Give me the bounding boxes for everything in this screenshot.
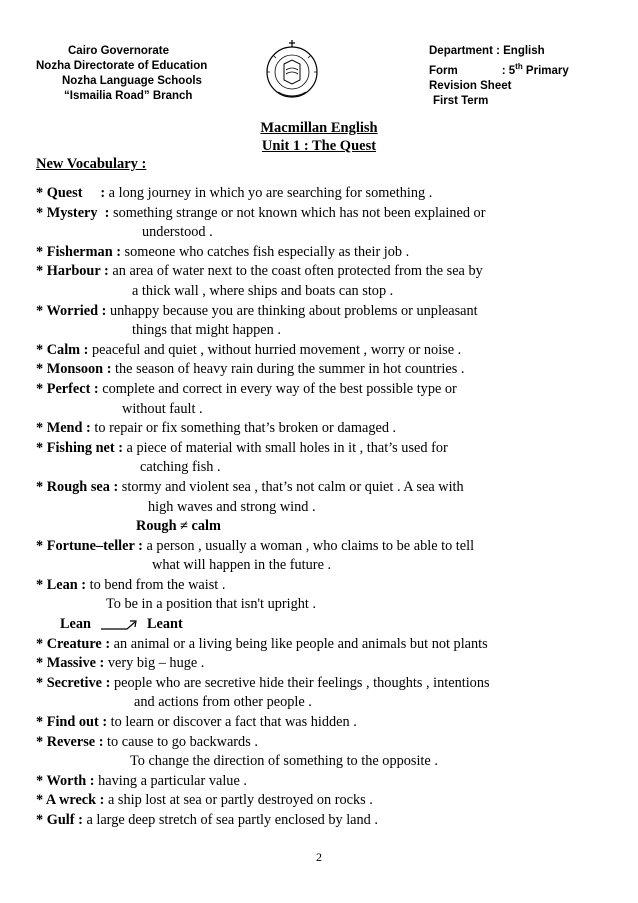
vocab-term: * Worried : — [36, 302, 107, 319]
vocab-term: * Fisherman : — [36, 243, 121, 260]
vocab-entry — [36, 635, 626, 655]
verb-past: Leant — [146, 616, 183, 633]
vocab-term: * Find out : — [36, 714, 108, 731]
vocab-entry — [36, 302, 626, 322]
vocab-continuation: things that might happen . — [132, 322, 281, 339]
verb-form-note — [36, 615, 626, 635]
vocab-continuation: and actions from other people . — [134, 694, 312, 711]
vocab-definition: someone who catches fish especially as their job . — [120, 243, 410, 260]
verb-base: Lean — [60, 616, 91, 633]
vocab-continuation: understood . — [142, 224, 213, 241]
vocab-term: * Perfect : — [36, 380, 99, 397]
header-directorate: Nozha Directorate of Education — [36, 60, 208, 72]
antonym-note: Rough ≠ calm — [136, 518, 221, 535]
header-form — [429, 59, 569, 79]
vocab-entry — [36, 576, 626, 596]
vocab-term: * Fortune–teller : — [36, 537, 143, 554]
vocab-definition: to cause to go backwards . — [103, 733, 258, 750]
vocab-entry — [36, 341, 626, 361]
vocab-continuation: To be in a position that isn't upright . — [106, 596, 317, 613]
book-title: Macmillan English — [260, 120, 378, 136]
header-term: First Term — [433, 94, 489, 107]
vocab-definition: the season of heavy rain during the summer in hot countries . — [111, 361, 465, 378]
vocab-entry — [36, 713, 626, 733]
header-left — [36, 44, 207, 104]
vocab-definition: an area of water next to the coast often protected from the sea by — [108, 263, 483, 280]
vocab-definition: having a particular value . — [94, 772, 247, 789]
vocab-continuation: a thick wall , where ships and boats can stop . — [132, 282, 394, 299]
vocab-entry — [36, 419, 626, 439]
vocab-term: * Calm : — [36, 341, 89, 358]
vocab-entry — [36, 733, 626, 753]
vocab-term: * Rough sea : — [36, 478, 119, 495]
header-sheet: Revision Sheet — [429, 79, 512, 92]
vocab-definition: a piece of material with small holes in it , that’s used for — [122, 439, 448, 456]
vocab-entry — [36, 360, 626, 380]
vocab-entry — [36, 811, 626, 831]
section-heading: New Vocabulary : — [36, 156, 147, 172]
vocab-entry — [36, 674, 626, 694]
vocab-term: * Creature : — [36, 635, 111, 652]
arrow-right-icon — [99, 618, 139, 632]
vocab-definition: to bend from the waist . — [86, 576, 226, 593]
form-suffix: Primary — [522, 64, 569, 77]
vocab-term: * Fishing net : — [36, 439, 123, 456]
vocab-term: * Quest : — [36, 185, 106, 201]
vocab-definition: something strange or not known which has not been explained or — [109, 204, 486, 221]
school-crest-icon — [262, 36, 322, 106]
header-governorate: Cairo Governorate — [68, 45, 169, 57]
vocabulary-list — [36, 184, 626, 831]
vocab-term: * Massive : — [36, 655, 105, 672]
vocab-term: * Harbour : — [36, 263, 109, 280]
vocab-definition: peaceful and quiet , without hurried movement , worry or noise . — [88, 341, 462, 358]
vocab-term: * Secretive : — [36, 674, 111, 691]
vocab-continuation: what will happen in the future . — [152, 557, 332, 574]
vocab-continuation: To change the direction of something to the opposite . — [130, 753, 438, 770]
vocab-definition: a person , usually a woman , who claims to be able to tell — [142, 537, 475, 554]
vocab-entry — [36, 204, 626, 224]
header-department: Department : English — [429, 45, 545, 57]
vocab-entry — [36, 537, 626, 557]
header-branch: “Ismailia Road” Branch — [64, 90, 193, 102]
vocab-entry — [36, 243, 626, 263]
vocab-definition: people who are secretive hide their feelings , thoughts , intentions — [110, 674, 490, 691]
form-label: Form — [429, 64, 458, 77]
vocab-entry — [36, 654, 626, 674]
header-school: Nozha Language Schools — [62, 75, 202, 87]
vocab-definition: a ship lost at sea or partly destroyed on rocks . — [104, 792, 373, 809]
header-right — [429, 44, 569, 109]
vocab-entry — [36, 184, 626, 204]
vocab-definition: to repair or fix something that’s broken or damaged . — [90, 420, 397, 437]
vocab-term: * A wreck : — [36, 792, 105, 809]
vocab-definition: complete and correct in every way of the best possible type or — [98, 380, 457, 397]
vocab-term: * Reverse : — [36, 733, 104, 750]
vocab-entry — [36, 380, 626, 400]
form-value: : 5 — [501, 64, 516, 77]
unit-title: Unit 1 : The Quest — [261, 138, 377, 154]
vocab-entry — [36, 262, 626, 282]
vocab-continuation: high waves and strong wind . — [148, 498, 316, 515]
vocab-entry — [36, 439, 626, 459]
vocab-term: * Lean : — [36, 576, 87, 593]
vocab-definition: an animal or a living being like people and animals but not plants — [110, 635, 488, 652]
vocab-term: * Monsoon : — [36, 361, 112, 378]
vocab-entry — [36, 791, 626, 811]
vocab-definition: to learn or discover a fact that was hidden . — [107, 714, 357, 731]
vocab-continuation: catching fish . — [140, 459, 221, 476]
vocab-definition: stormy and violent sea , that’s not calm or quiet . A sea with — [118, 478, 464, 495]
vocab-term: * Worth : — [36, 772, 95, 789]
vocab-definition: very big – huge . — [104, 655, 205, 672]
vocab-entry — [36, 772, 626, 792]
vocab-entry — [36, 478, 626, 498]
form-sup: th — [515, 62, 523, 71]
vocab-definition: a large deep stretch of sea partly enclosed by land . — [82, 812, 378, 828]
vocab-term: * Gulf : — [36, 812, 83, 828]
vocab-continuation: without fault . — [122, 400, 203, 417]
vocab-term: * Mend : — [36, 420, 91, 437]
vocab-term: * Mystery : — [36, 204, 110, 221]
vocab-definition: a long journey in which yo are searching for something . — [105, 185, 433, 201]
page-number: 2 — [316, 850, 322, 864]
vocab-definition: unhappy because you are thinking about problems or unpleasant — [106, 302, 478, 319]
